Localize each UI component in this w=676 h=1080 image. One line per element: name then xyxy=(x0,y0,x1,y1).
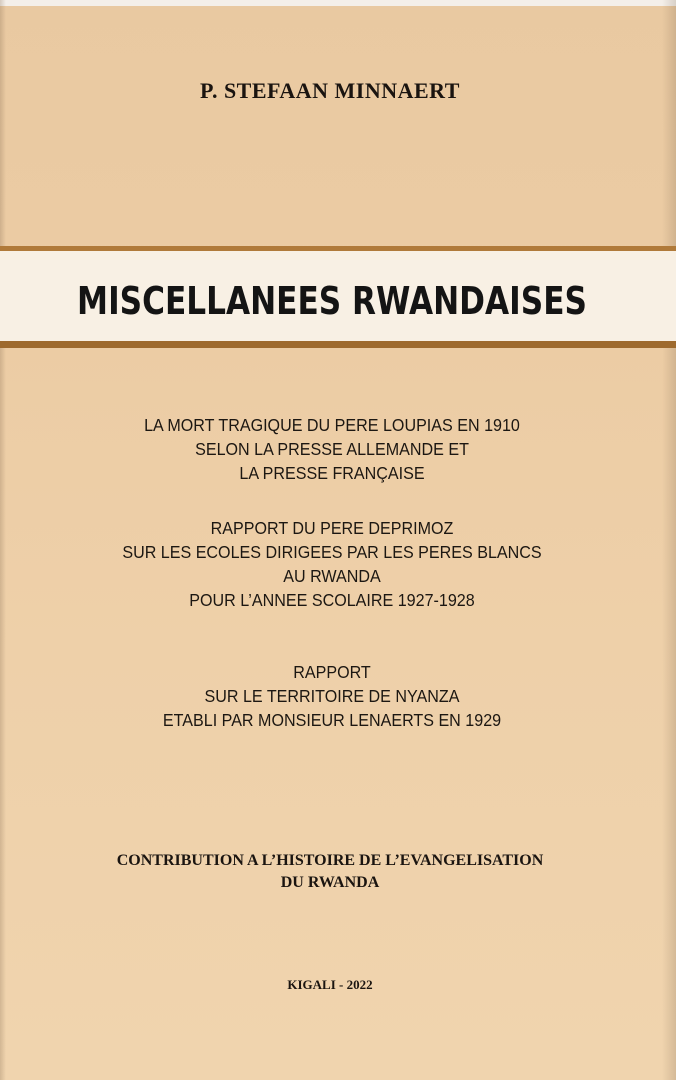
top-edge xyxy=(0,0,676,6)
section-line: SELON LA PRESSE ALLEMANDE ET xyxy=(195,439,469,459)
right-edge-shadow xyxy=(662,0,676,1080)
section-line: SUR LE TERRITOIRE DE NYANZA xyxy=(204,686,460,706)
section-line: ETABLI PAR MONSIEUR LENAERTS EN 1929 xyxy=(162,710,502,730)
section-line: SUR LES ECOLES DIRIGEES PAR LES PERES BLANCS xyxy=(122,542,542,562)
title-band xyxy=(0,246,676,348)
left-edge xyxy=(0,0,6,1080)
section-nyanza xyxy=(27,660,638,732)
contribution-line: CONTRIBUTION A L’HISTOIRE DE L’EVANGELISATION xyxy=(116,852,544,869)
section-line: LA MORT TRAGIQUE DU PERE LOUPIAS EN 1910 xyxy=(144,415,520,435)
section-line: POUR L’ANNEE SCOLAIRE 1927-1928 xyxy=(189,590,475,610)
author-name: P. STEFAAN MINNAERT xyxy=(200,78,460,103)
contribution-subtitle xyxy=(0,850,660,894)
section-line: LA PRESSE FRANÇAISE xyxy=(239,463,425,483)
book-title: MISCELLANEES RWANDAISES xyxy=(77,279,587,323)
section-line: RAPPORT DU PERE DEPRIMOZ xyxy=(210,518,454,538)
contribution-line: DU RWANDA xyxy=(280,874,380,891)
section-loupias xyxy=(27,413,638,485)
place-and-year: KIGALI - 2022 xyxy=(287,977,373,992)
section-deprimoz xyxy=(27,516,638,612)
section-line: AU RWANDA xyxy=(283,566,381,586)
section-line: RAPPORT xyxy=(293,662,371,682)
